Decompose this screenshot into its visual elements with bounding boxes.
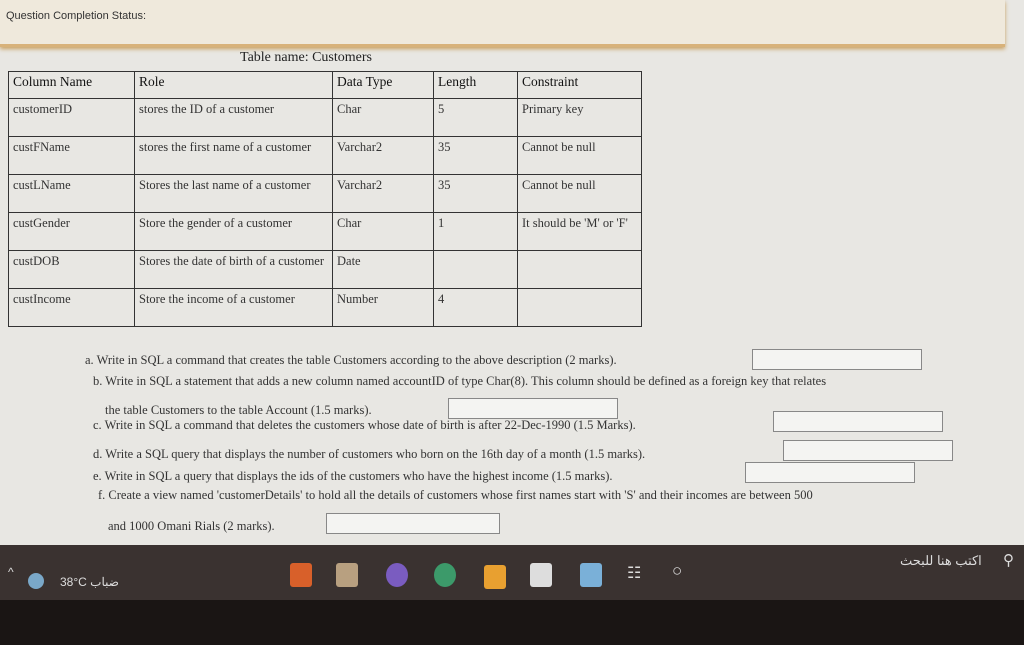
- col-header: Role: [135, 72, 333, 99]
- table-row: [9, 137, 642, 175]
- answer-a-input[interactable]: [752, 349, 922, 370]
- table-cell: customerID: [9, 99, 135, 137]
- answer-b-input[interactable]: [448, 398, 618, 419]
- table-cell: custIncome: [9, 289, 135, 327]
- customers-table: [8, 71, 642, 327]
- table-cell: 5: [434, 99, 518, 137]
- table-cell: custGender: [9, 213, 135, 251]
- table-cell: 1: [434, 213, 518, 251]
- monitor-bezel: [0, 600, 1024, 645]
- weather-icon[interactable]: [28, 573, 44, 589]
- table-row: [9, 251, 642, 289]
- table-cell: [518, 251, 642, 289]
- question-f-cont: and 1000 Omani Rials (2 marks).: [108, 519, 275, 533]
- edge-icon[interactable]: [434, 563, 456, 587]
- search-icon[interactable]: ⚲: [1003, 552, 1014, 569]
- table-cell: Primary key: [518, 99, 642, 137]
- table-cell: Cannot be null: [518, 175, 642, 213]
- table-row: [9, 289, 642, 327]
- question-a: a. Write in SQL a command that creates the table Customers according to the above description (2 marks).: [85, 353, 617, 367]
- task-view-icon[interactable]: ☷: [627, 565, 642, 582]
- table-cell: [518, 289, 642, 327]
- database-app-icon[interactable]: [336, 563, 358, 587]
- table-cell: Varchar2: [333, 175, 434, 213]
- status-label: Question Completion Status:: [6, 10, 147, 22]
- app-icon[interactable]: [386, 563, 408, 587]
- store-icon[interactable]: [530, 563, 552, 587]
- col-header: Constraint: [518, 72, 642, 99]
- table-cell: Store the income of a customer: [135, 289, 333, 327]
- table-cell: Store the gender of a customer: [135, 213, 333, 251]
- search-box[interactable]: اكتب هنا للبحث: [900, 553, 982, 568]
- table-cell: It should be 'M' or 'F': [518, 213, 642, 251]
- word-icon[interactable]: [290, 563, 312, 587]
- table-cell: Char: [333, 99, 434, 137]
- table-cell: custLName: [9, 175, 135, 213]
- table-cell: stores the ID of a customer: [135, 99, 333, 137]
- table-cell: [434, 251, 518, 289]
- question-c: c. Write in SQL a command that deletes the customers whose date of birth is after 22-Dec-1990 (1.5 Marks).: [93, 418, 636, 432]
- question-e: e. Write in SQL a query that displays the ids of the customers who have the highest income (1.5 marks).: [93, 469, 613, 483]
- answer-f-input[interactable]: [326, 513, 500, 534]
- table-cell: stores the first name of a customer: [135, 137, 333, 175]
- table-row: [9, 175, 642, 213]
- question-f: f. Create a view named 'customerDetails' to hold all the details of customers whose first names start with 'S' and their incomes are between 500: [98, 488, 813, 502]
- col-header: Column Name: [9, 72, 135, 99]
- table-cell: Cannot be null: [518, 137, 642, 175]
- table-cell: 35: [434, 175, 518, 213]
- table-row: [9, 99, 642, 137]
- status-banner: [0, 0, 1005, 47]
- mail-icon[interactable]: [484, 565, 506, 589]
- weather-text[interactable]: 38°C ضباب: [60, 575, 119, 589]
- table-cell: Char: [333, 213, 434, 251]
- answer-c-input[interactable]: [773, 411, 943, 432]
- table-cell: Number: [333, 289, 434, 327]
- table-cell: custFName: [9, 137, 135, 175]
- question-b: b. Write in SQL a statement that adds a new column named accountID of type Char(8). This column should be defined as a foreign key that relates: [93, 374, 827, 388]
- table-cell: 4: [434, 289, 518, 327]
- table-cell: Date: [333, 251, 434, 289]
- cortana-icon[interactable]: ○: [672, 561, 683, 580]
- answer-d-input[interactable]: [783, 440, 953, 461]
- question-d: d. Write a SQL query that displays the number of customers who born on the 16th day of a month (1.5 marks).: [93, 447, 646, 461]
- table-cell: Varchar2: [333, 137, 434, 175]
- col-header: Length: [434, 72, 518, 99]
- table-row: [9, 213, 642, 251]
- table-cell: 35: [434, 137, 518, 175]
- taskbar: [0, 545, 1024, 600]
- question-b-cont: the table Customers to the table Account (1.5 marks).: [105, 403, 372, 417]
- explorer-icon[interactable]: [580, 563, 602, 587]
- table-cell: Stores the last name of a customer: [135, 175, 333, 213]
- chevron-up-icon[interactable]: ^: [8, 565, 14, 579]
- table-cell: Stores the date of birth of a customer: [135, 251, 333, 289]
- answer-e-input[interactable]: [745, 462, 915, 483]
- col-header: Data Type: [333, 72, 434, 99]
- table-title: Table name: Customers: [240, 50, 372, 65]
- table-header: [9, 72, 642, 99]
- table-cell: custDOB: [9, 251, 135, 289]
